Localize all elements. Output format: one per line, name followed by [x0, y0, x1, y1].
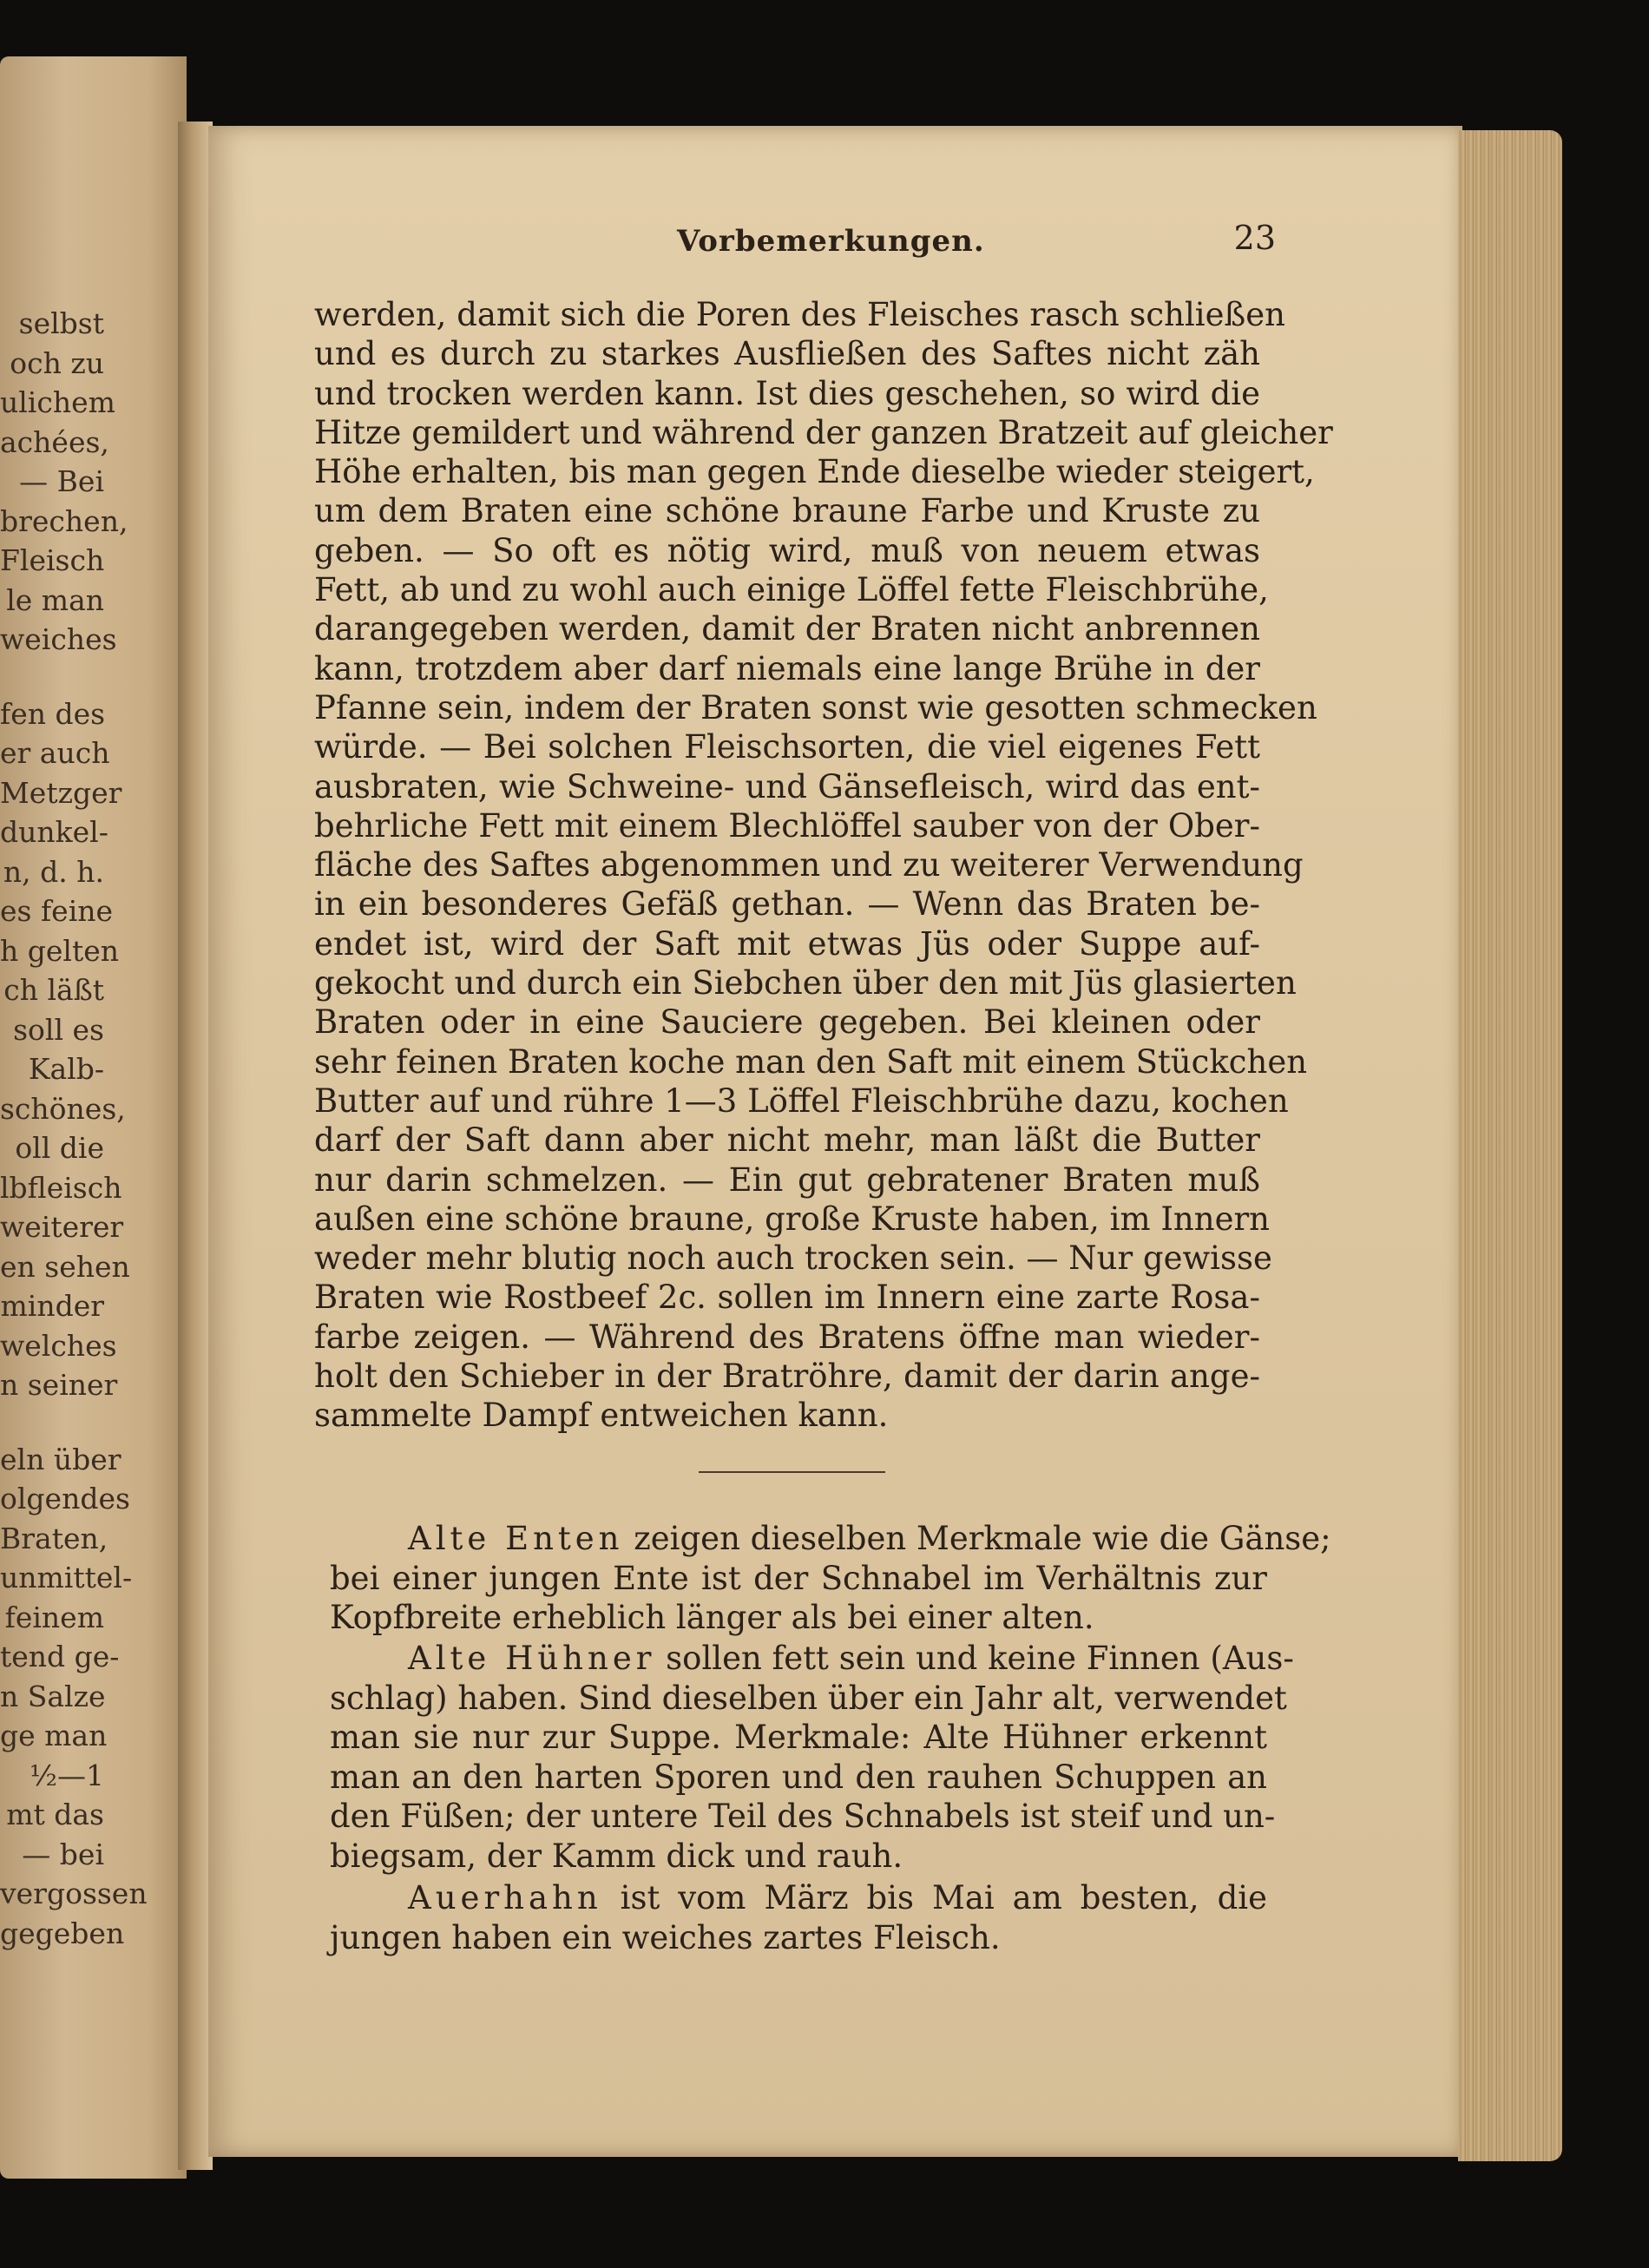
text-line: sammelte Dampf entweichen kann. — [314, 1397, 889, 1435]
text-line: ausbraten, wie Schweine- und Gänsefleisch, wird das ent- — [314, 767, 1260, 805]
text-fragment: n Salze — [0, 1679, 106, 1713]
text-fragment: ch läßt — [3, 973, 104, 1007]
text-line: Pfanne sein, indem der Braten sonst wie gesotten schmecken — [314, 688, 1317, 726]
text-line: und es durch zu starkes Ausfließen des Saftes nicht zäh — [314, 335, 1260, 373]
text-line: werden, damit sich die Poren des Fleisches rasch schließen — [314, 296, 1285, 333]
text-fragment: vergossen — [0, 1877, 148, 1910]
text-line: farbe zeigen. — Während des Bratens öffne man wieder- — [314, 1318, 1260, 1356]
text-fragment: h gelten — [0, 933, 119, 968]
text-fragment: brechen, — [0, 503, 128, 538]
text-fragment: er auch — [0, 736, 110, 770]
text-line: Braten wie Rostbeef 2c. sollen im Innern eine zarte Rosa- — [314, 1279, 1260, 1317]
entry-first-line — [330, 1519, 1331, 1559]
text-fragment: Fleisch — [0, 543, 105, 577]
text-fragment: ulichem — [0, 385, 115, 419]
body-paragraph — [314, 295, 1333, 1436]
text-line: fläche des Saftes abgenommen und zu weiterer Verwendung — [314, 846, 1304, 884]
entry-text: sollen fett sein und keine Finnen (Aus- — [655, 1640, 1294, 1677]
text-fragment: en sehen — [0, 1249, 130, 1284]
text-fragment: Braten, — [0, 1521, 108, 1555]
entry-alte-enten — [330, 1519, 1331, 1638]
text-fragment: och zu — [10, 345, 104, 380]
running-head: Vorbemerkungen. — [677, 224, 985, 259]
left-page-text-fragments — [0, 304, 148, 1953]
text-line: endet ist, wird der Saft mit etwas Jüs oder Suppe auf- — [314, 924, 1260, 963]
entry-term: Alte Hühner — [408, 1640, 656, 1677]
text-fragment: welches — [0, 1328, 117, 1363]
text-fragment: weiterer — [0, 1210, 124, 1244]
entry-alte-huehner — [330, 1639, 1294, 1876]
text-line: sehr feinen Braten koche man den Saft mit einem Stückchen — [314, 1042, 1308, 1081]
text-fragment: unmittel- — [0, 1561, 133, 1594]
text-fragment: ge man — [0, 1719, 108, 1752]
text-fragment: soll es — [13, 1012, 104, 1047]
entry-first-line — [330, 1878, 1267, 1918]
text-line: Kopfbreite erheblich länger als bei einer alten. — [330, 1599, 1094, 1636]
text-line: man an den harten Sporen und den rauhen Schuppen an — [330, 1758, 1267, 1796]
text-fragment: feinem — [4, 1600, 104, 1634]
text-line: um dem Braten eine schöne braune Farbe und Kruste zu — [314, 492, 1260, 530]
line-gap — [0, 1405, 104, 1440]
text-fragment: minder — [0, 1289, 104, 1323]
text-line: Butter auf und rühre 1—3 Löffel Fleischbrühe dazu, kochen — [314, 1081, 1289, 1120]
text-fragment: schönes, — [0, 1091, 126, 1126]
text-line: jungen haben ein weiches zartes Fleisch. — [330, 1918, 1001, 1956]
text-line: würde. — Bei solchen Fleischsorten, die viel eigenes Fett — [314, 728, 1260, 766]
text-fragment: oll die — [15, 1131, 104, 1165]
text-fragment: n seiner — [0, 1368, 118, 1402]
entry-term: Auerhahn — [408, 1879, 602, 1916]
text-line: behrliche Fett mit einem Blechlöffel sauber von der Ober- — [314, 806, 1260, 845]
text-line: den Füßen; der untere Teil des Schnabels ist steif und un- — [330, 1798, 1276, 1835]
entry-text: ist vom März bis Mai am besten, die — [601, 1879, 1267, 1916]
text-fragment: dunkel- — [0, 815, 108, 849]
text-fragment: weiches — [0, 622, 117, 656]
text-fragment: es feine — [0, 894, 114, 928]
text-line: bei einer jungen Ente ist der Schnabel im Verhältnis zur — [330, 1559, 1267, 1597]
text-fragment: eln über — [0, 1442, 122, 1476]
text-fragment: mt das — [6, 1798, 104, 1831]
book-gutter — [178, 122, 213, 2170]
text-fragment: Metzger — [0, 775, 122, 810]
text-fragment: tend ge- — [0, 1640, 120, 1673]
text-line: man sie nur zur Suppe. Merkmale: Alte Hühner erkennt — [330, 1719, 1267, 1756]
text-fragment: lbfleisch — [0, 1170, 122, 1205]
text-fragment: Kalb- — [28, 1052, 104, 1086]
text-fragment: le man — [6, 582, 104, 617]
entry-auerhahn — [330, 1878, 1267, 1957]
text-line: nur darin schmelzen. — Ein gut gebratener Braten muß — [314, 1160, 1260, 1199]
entry-term: Alte Enten — [408, 1520, 624, 1557]
text-line: darangegeben werden, damit der Braten nicht anbrennen — [314, 610, 1260, 648]
text-line: gekocht und durch ein Siebchen über den mit Jüs glasierten — [314, 964, 1297, 1003]
text-line: Höhe erhalten, bis man gegen Ende dieselbe wieder steigert, — [314, 453, 1315, 491]
text-fragment: — bei — [22, 1837, 104, 1871]
text-line: weder mehr blutig noch auch trocken sein. — Nur gewisse — [314, 1239, 1272, 1278]
left-page — [0, 56, 187, 2179]
text-line: außen eine schöne braune, große Kruste haben, im Innern — [314, 1200, 1271, 1238]
text-fragment: selbst — [18, 306, 104, 340]
text-fragment: gegeben — [0, 1916, 125, 1950]
text-line: biegsam, der Kamm dick und rauh. — [330, 1837, 903, 1875]
text-line: Hitze gemildert und während der ganzen Bratzeit auf gleicher — [314, 413, 1333, 451]
text-line: Fett, ab und zu wohl auch einige Löffel fette Fleischbrühe, — [314, 571, 1269, 609]
entry-text: zeigen dieselben Merkmale wie die Gänse; — [623, 1520, 1331, 1557]
text-line: kann, trotzdem aber darf niemals eine lange Brühe in der — [314, 649, 1260, 687]
text-fragment: ½—1 — [30, 1758, 104, 1792]
line-gap — [0, 660, 104, 694]
text-line: geben. — So oft es nötig wird, muß von neuem etwas — [314, 531, 1260, 569]
section-divider — [699, 1471, 885, 1473]
text-fragment: achées, — [0, 424, 109, 459]
text-line: schlag) haben. Sind dieselben über ein Jahr alt, verwendet — [330, 1679, 1287, 1717]
text-line: darf der Saft dann aber nicht mehr, man läßt die Butter — [314, 1121, 1260, 1160]
text-fragment: n, d. h. — [3, 854, 104, 889]
text-line: Braten oder in eine Sauciere gegeben. Bei kleinen oder — [314, 1003, 1260, 1042]
text-line: holt den Schieber in der Bratröhre, damit der darin ange- — [314, 1358, 1260, 1396]
entry-first-line — [330, 1639, 1294, 1679]
text-fragment: fen des — [0, 696, 106, 731]
text-fragment: olgendes — [0, 1482, 130, 1515]
text-line: und trocken werden kann. Ist dies geschehen, so wird die — [314, 374, 1260, 412]
page-fore-edge — [1458, 130, 1562, 2161]
page-number: 23 — [1233, 219, 1276, 257]
text-line: in ein besonderes Gefäß gethan. — Wenn das Braten be- — [314, 885, 1260, 924]
text-fragment: — Bei — [19, 464, 104, 498]
